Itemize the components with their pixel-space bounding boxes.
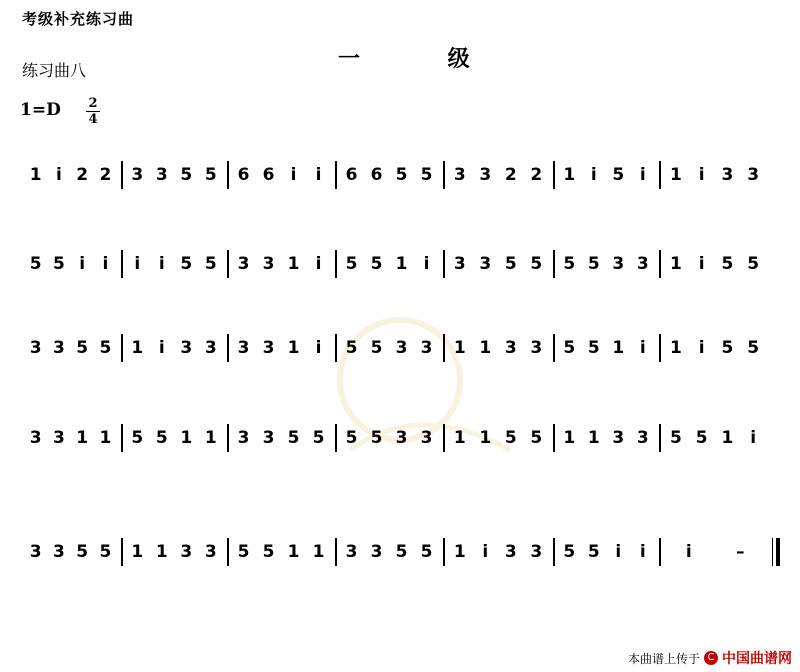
measure <box>659 244 770 284</box>
note: 3 <box>345 542 358 562</box>
measure <box>227 155 335 195</box>
note: 3 <box>453 165 466 185</box>
note: 5 <box>721 254 734 274</box>
note: 3 <box>504 338 517 358</box>
note: 2 <box>504 165 517 185</box>
note: 3 <box>29 542 42 562</box>
note: 5 <box>695 428 708 448</box>
measure <box>227 328 335 368</box>
note: i <box>290 165 297 185</box>
note: 6 <box>237 165 250 185</box>
note: 5 <box>420 542 433 562</box>
note: 3 <box>721 165 734 185</box>
measure <box>335 244 443 284</box>
measure <box>443 418 553 458</box>
note: 5 <box>504 428 517 448</box>
note: 5 <box>99 338 112 358</box>
note: 6 <box>345 165 358 185</box>
note: 5 <box>563 542 576 562</box>
measure <box>227 244 335 284</box>
note: i <box>698 254 705 274</box>
score-row <box>20 418 780 458</box>
note: 6 <box>370 165 383 185</box>
measure <box>335 328 443 368</box>
measure <box>443 155 553 195</box>
note: 1 <box>287 542 300 562</box>
measure <box>227 418 335 458</box>
measure <box>553 328 659 368</box>
note: 3 <box>636 254 649 274</box>
note: i <box>685 542 692 562</box>
note: 3 <box>155 165 168 185</box>
note: 3 <box>636 428 649 448</box>
key-signature: 1=D <box>20 100 61 120</box>
note: 3 <box>29 428 42 448</box>
measure <box>121 244 227 284</box>
note: 1 <box>131 338 144 358</box>
note: i <box>615 542 622 562</box>
note: 1 <box>587 428 600 448</box>
note: 5 <box>747 254 760 274</box>
upload-note: 本曲谱上传于 <box>627 651 700 666</box>
site-logo-text[interactable]: 中国曲谱网 <box>722 651 792 667</box>
note: 1 <box>99 428 112 448</box>
note: 5 <box>530 428 543 448</box>
note: 1 <box>669 165 682 185</box>
measure <box>227 532 335 572</box>
score-row <box>20 244 780 284</box>
note: 3 <box>262 338 275 358</box>
note: 1 <box>453 338 466 358</box>
note: i <box>315 254 322 274</box>
note: i <box>158 254 165 274</box>
note: 5 <box>563 254 576 274</box>
note: 5 <box>345 338 358 358</box>
note: 1 <box>155 542 168 562</box>
note: 5 <box>587 254 600 274</box>
note: 1 <box>131 542 144 562</box>
note: 3 <box>395 428 408 448</box>
note: 3 <box>479 254 492 274</box>
note: i <box>698 338 705 358</box>
note: i <box>315 165 322 185</box>
note: i <box>639 542 646 562</box>
note: 5 <box>747 338 760 358</box>
note: 3 <box>420 338 433 358</box>
time-signature <box>86 97 100 126</box>
note: i <box>750 428 757 448</box>
note: 3 <box>504 542 517 562</box>
note: 1 <box>479 338 492 358</box>
note: 5 <box>237 542 250 562</box>
measure <box>20 328 121 368</box>
note: 3 <box>204 338 217 358</box>
note: 5 <box>370 338 383 358</box>
note: 5 <box>204 165 217 185</box>
note: 5 <box>395 165 408 185</box>
note: 1 <box>312 542 325 562</box>
note: 5 <box>587 542 600 562</box>
note: 1 <box>180 428 193 448</box>
note: 3 <box>237 428 250 448</box>
note: i <box>639 165 646 185</box>
note: 1 <box>29 165 42 185</box>
note: i <box>423 254 430 274</box>
note: 5 <box>345 254 358 274</box>
note: 3 <box>395 338 408 358</box>
note: 3 <box>204 542 217 562</box>
level-title: 一 级 <box>338 47 510 72</box>
note: i <box>482 542 489 562</box>
note: 3 <box>612 428 625 448</box>
measure <box>121 328 227 368</box>
note: 5 <box>204 254 217 274</box>
note: 3 <box>180 542 193 562</box>
note: 5 <box>76 338 89 358</box>
site-logo-icon: C <box>704 651 718 665</box>
note: 1 <box>453 428 466 448</box>
measure <box>553 532 659 572</box>
note: 5 <box>180 254 193 274</box>
measure <box>659 155 770 195</box>
note: 5 <box>262 542 275 562</box>
note: 1 <box>287 338 300 358</box>
note: 3 <box>420 428 433 448</box>
note: 5 <box>721 338 734 358</box>
measure <box>443 244 553 284</box>
note: i <box>79 254 86 274</box>
note: 3 <box>612 254 625 274</box>
note: 5 <box>563 338 576 358</box>
note: 1 <box>563 165 576 185</box>
piece-name: 练习曲八 <box>22 61 87 80</box>
note: 5 <box>76 542 89 562</box>
note: 3 <box>747 165 760 185</box>
measure <box>121 155 227 195</box>
note: 3 <box>237 338 250 358</box>
note: 5 <box>52 254 65 274</box>
note: i <box>134 254 141 274</box>
note: 3 <box>180 338 193 358</box>
note: – <box>736 542 745 562</box>
note: 1 <box>287 254 300 274</box>
measure <box>443 328 553 368</box>
score-row <box>20 155 780 195</box>
note: 5 <box>29 254 42 274</box>
time-signature-bottom: 4 <box>88 112 98 127</box>
note: i <box>315 338 322 358</box>
note: 5 <box>99 542 112 562</box>
note: 3 <box>52 338 65 358</box>
note: 3 <box>237 254 250 274</box>
measure <box>659 532 770 572</box>
measure <box>20 244 121 284</box>
note: 5 <box>420 165 433 185</box>
note: 5 <box>612 165 625 185</box>
measure <box>335 532 443 572</box>
measure <box>659 328 770 368</box>
note: 3 <box>370 542 383 562</box>
collection-title: 考级补充练习曲 <box>22 10 135 28</box>
note: 5 <box>395 542 408 562</box>
note: 6 <box>262 165 275 185</box>
note: 3 <box>52 542 65 562</box>
note: 1 <box>204 428 217 448</box>
measure <box>659 418 770 458</box>
note: 3 <box>262 254 275 274</box>
note: 5 <box>504 254 517 274</box>
note: 5 <box>669 428 682 448</box>
note: 1 <box>721 428 734 448</box>
note: 3 <box>479 165 492 185</box>
measure <box>121 418 227 458</box>
note: 1 <box>612 338 625 358</box>
note: 1 <box>669 254 682 274</box>
measure <box>553 244 659 284</box>
note: 5 <box>530 254 543 274</box>
measure <box>553 155 659 195</box>
note: i <box>55 165 62 185</box>
note: i <box>158 338 165 358</box>
note: 5 <box>312 428 325 448</box>
time-signature-top: 2 <box>88 96 98 111</box>
note: 3 <box>52 428 65 448</box>
note: 2 <box>530 165 543 185</box>
note: i <box>102 254 109 274</box>
note: 3 <box>453 254 466 274</box>
note: 5 <box>180 165 193 185</box>
score-row <box>20 532 780 572</box>
note: 2 <box>99 165 112 185</box>
measure <box>335 155 443 195</box>
note: 3 <box>131 165 144 185</box>
measure <box>443 532 553 572</box>
note: 1 <box>453 542 466 562</box>
measure <box>121 532 227 572</box>
measure <box>553 418 659 458</box>
note: 3 <box>530 338 543 358</box>
footer <box>628 648 792 668</box>
note: 5 <box>370 428 383 448</box>
final-barline <box>772 538 780 566</box>
note: i <box>639 338 646 358</box>
note: 3 <box>262 428 275 448</box>
note: 3 <box>530 542 543 562</box>
measure <box>335 418 443 458</box>
note: 5 <box>587 338 600 358</box>
note: 5 <box>155 428 168 448</box>
note: 5 <box>345 428 358 448</box>
note: 2 <box>76 165 89 185</box>
note: 5 <box>370 254 383 274</box>
measure <box>20 532 121 572</box>
note: 1 <box>76 428 89 448</box>
note: 1 <box>479 428 492 448</box>
note: i <box>590 165 597 185</box>
note: 5 <box>287 428 300 448</box>
score-row <box>20 328 780 368</box>
note: 5 <box>131 428 144 448</box>
measure <box>20 418 121 458</box>
note: 1 <box>563 428 576 448</box>
measure <box>20 155 121 195</box>
note: 1 <box>669 338 682 358</box>
note: 3 <box>29 338 42 358</box>
note: i <box>698 165 705 185</box>
note: 1 <box>395 254 408 274</box>
